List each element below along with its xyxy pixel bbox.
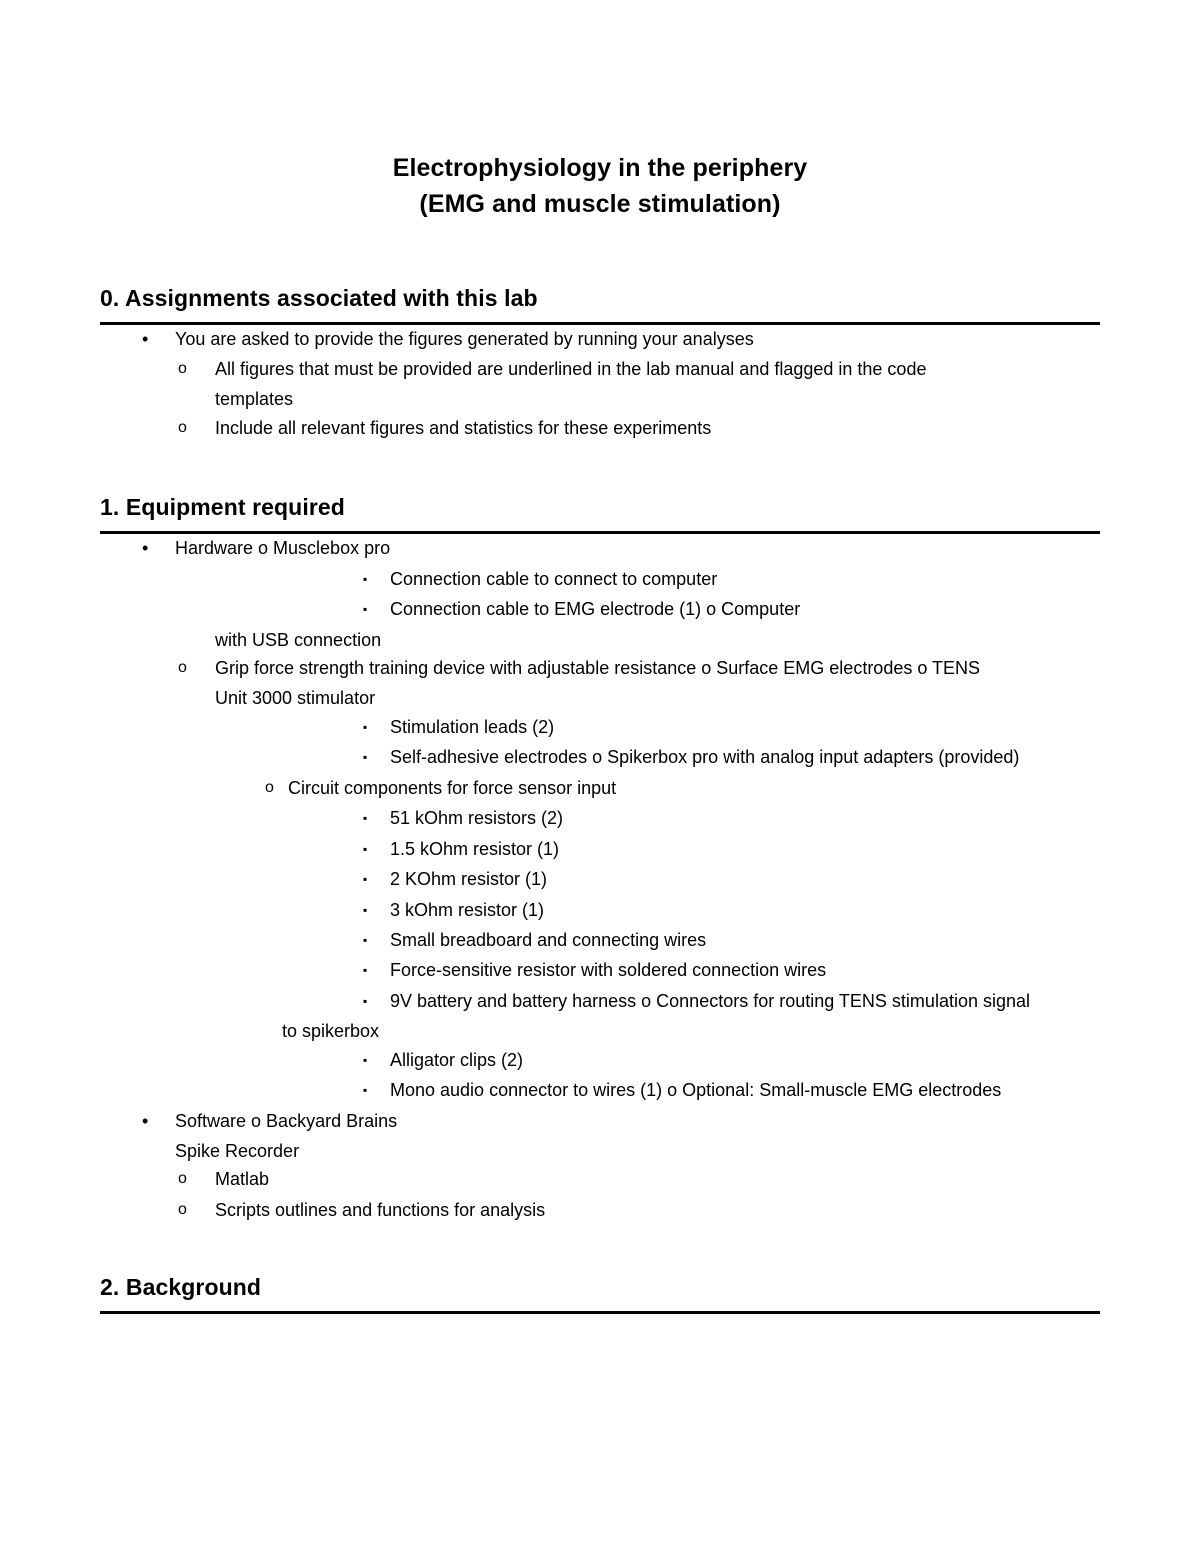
section-assignments [100, 285, 1100, 325]
document-title [100, 150, 1100, 223]
section-equipment-heading: 1. Equipment required [100, 494, 345, 521]
list-item [100, 865, 1100, 893]
square-marker-icon: ▪ [363, 872, 368, 887]
list-item-text: All figures that must be provided are underlined in the lab manual and flagged in the code [215, 358, 927, 379]
circle-marker-icon: o [178, 418, 187, 436]
section-background [100, 1274, 1100, 1314]
list-item [100, 835, 1100, 863]
list-item-text: Stimulation leads (2) [390, 716, 555, 737]
list-item-text: You are asked to provide the figures generated by running your analyses [175, 328, 754, 349]
square-marker-icon: ▪ [363, 602, 368, 617]
list-item-text: Self-adhesive electrodes o Spikerbox pro with analog input adapters (provided) [390, 747, 1020, 768]
list-item-text: Connection cable to connect to computer [390, 568, 718, 589]
circle-marker-icon: o [178, 659, 187, 676]
list-item-text: Circuit components for force sensor input [288, 777, 617, 798]
square-marker-icon: ▪ [363, 932, 368, 947]
section-equipment [100, 494, 1100, 534]
list-item-text: 3 kOhm resistor (1) [390, 899, 545, 920]
list-item [100, 1107, 1100, 1135]
section-background-heading: 2. Background [100, 1274, 262, 1301]
document-title-line-1: Electrophysiology in the periphery [392, 154, 808, 182]
square-marker-icon: ▪ [363, 963, 368, 978]
list-item [100, 414, 1100, 442]
document-title-line-2: (EMG and muscle stimulation) [419, 190, 781, 219]
list-item [100, 1165, 1100, 1193]
list-item-continuation: to spikerbox [282, 1021, 380, 1042]
list-item [100, 1046, 1100, 1074]
square-marker-icon: ▪ [363, 811, 368, 826]
section-assignments-heading: 0. Assignments associated with this lab [100, 284, 538, 311]
bullet-marker-icon: • [142, 328, 149, 349]
list-item-text: 9V battery and battery harness o Connectors for routing TENS stimulation signal [390, 990, 1031, 1011]
list-item-text: Mono audio connector to wires (1) o Optional: Small-muscle EMG electrodes [390, 1080, 1002, 1101]
list-item-continuation: Unit 3000 stimulator [215, 688, 376, 709]
list-item-text: 51 kOhm resistors (2) [390, 808, 564, 829]
list-item-text: Scripts outlines and functions for analysis [215, 1199, 546, 1220]
square-marker-icon: ▪ [363, 750, 368, 765]
list-item [100, 926, 1100, 954]
list-item-text: Alligator clips (2) [390, 1049, 524, 1070]
circle-marker-icon: o [178, 359, 187, 377]
list-item-text: Matlab [215, 1169, 270, 1190]
square-marker-icon: ▪ [363, 902, 368, 917]
list-item [100, 654, 1100, 682]
square-marker-icon: ▪ [363, 1083, 368, 1098]
list-item [100, 774, 1100, 802]
list-item [100, 896, 1100, 924]
assignments-list [100, 325, 1100, 443]
list-item-text: 2 KOhm resistor (1) [390, 869, 548, 890]
list-item-text: Grip force strength training device with adjustable resistance o Surface EMG electrodes o TENS [215, 658, 981, 678]
circle-marker-icon: o [178, 1200, 187, 1218]
circle-marker-icon: o [265, 778, 274, 796]
bullet-marker-icon: • [142, 1110, 149, 1131]
section-background-divider [100, 1311, 1100, 1314]
list-item [100, 743, 1100, 771]
equipment-list [100, 534, 1100, 1224]
list-item-text: Include all relevant figures and statistics for these experiments [215, 417, 712, 438]
list-item-continuation: Spike Recorder [175, 1141, 300, 1161]
list-item [100, 325, 1100, 353]
list-item [100, 355, 1100, 383]
list-item [100, 1076, 1100, 1104]
list-item [100, 595, 1100, 623]
square-marker-icon: ▪ [363, 841, 368, 856]
list-item-text: 1.5 kOhm resistor (1) [390, 838, 560, 859]
list-item-text: Hardware o Musclebox pro [175, 538, 391, 559]
list-item [100, 956, 1100, 984]
list-item [100, 987, 1100, 1015]
bullet-marker-icon: • [142, 538, 149, 559]
list-item-continuation: with USB connection [215, 629, 382, 650]
list-item [100, 1196, 1100, 1224]
list-item-text: Small breadboard and connecting wires [390, 929, 707, 950]
square-marker-icon: ▪ [363, 1052, 368, 1067]
list-item-continuation: templates [215, 389, 294, 410]
square-marker-icon: ▪ [363, 571, 368, 586]
list-item-text: Force-sensitive resistor with soldered connection wires [390, 960, 827, 981]
list-item [100, 565, 1100, 593]
list-item [100, 534, 1100, 562]
square-marker-icon: ▪ [363, 993, 368, 1008]
list-item [100, 804, 1100, 832]
list-item [100, 713, 1100, 741]
circle-marker-icon: o [178, 1170, 187, 1188]
square-marker-icon: ▪ [363, 719, 368, 734]
list-item-text: Software o Backyard Brains [175, 1110, 398, 1131]
list-item-text: Connection cable to EMG electrode (1) o Computer [390, 599, 801, 620]
